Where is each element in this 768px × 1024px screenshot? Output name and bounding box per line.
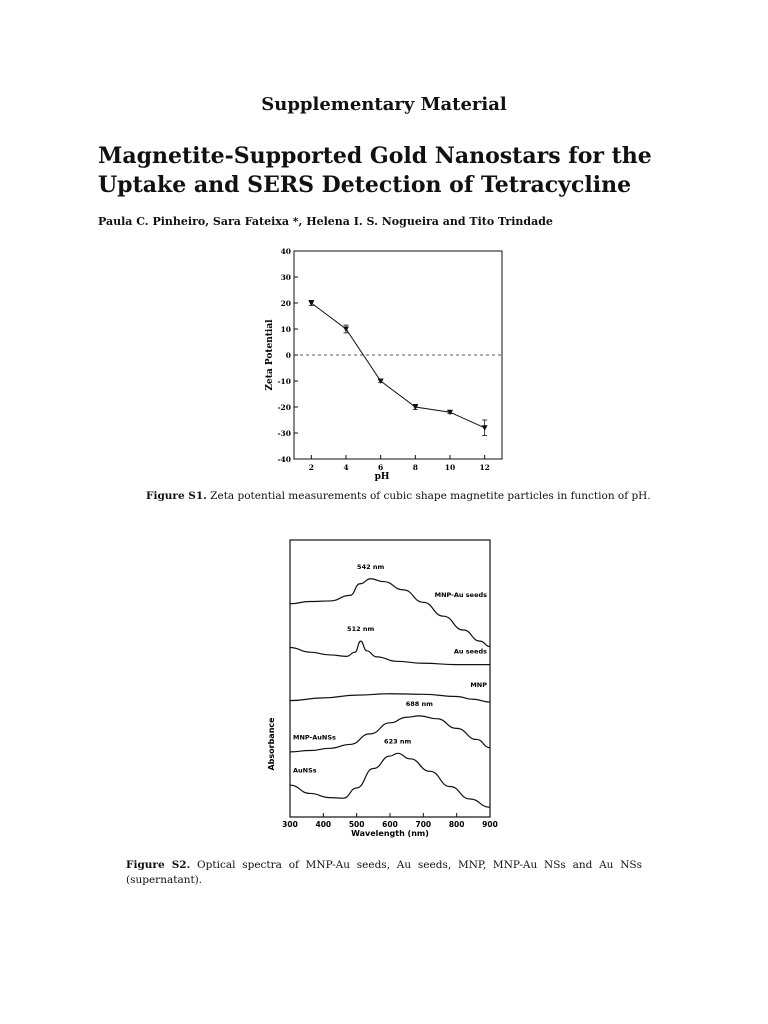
figure-s1-caption: [146, 490, 706, 502]
x-tick-label: 8: [412, 463, 418, 472]
figure-s2-text: Optical spectra of MNP-Au seeds, Au seeds, MNP, MNP-Au NSs and Au NSs (supernatant).: [126, 859, 642, 886]
x-tick-label: 10: [444, 463, 456, 472]
x-tick-label: 300: [282, 820, 298, 829]
y-axis-label: Absorbance: [267, 717, 276, 771]
y-tick-label: 20: [280, 299, 291, 308]
peak-label: 623 nm: [384, 737, 412, 746]
figure-s1-label: Figure S1.: [146, 490, 207, 502]
y-tick-label: -40: [277, 455, 291, 464]
series-name-label: MNP-AuNSs: [293, 733, 336, 742]
data-point-marker: [343, 327, 349, 333]
x-tick-label: 500: [348, 820, 365, 829]
x-tick-label: 600: [382, 820, 398, 829]
y-tick-label: -20: [277, 403, 291, 412]
x-axis-label: pH: [374, 472, 390, 482]
zeta-series-line: [311, 303, 484, 428]
x-axis-label: Wavelength (nm): [351, 829, 429, 838]
x-tick-label: 900: [482, 820, 498, 829]
y-tick-label: 40: [280, 247, 291, 256]
y-tick-label: -10: [277, 377, 291, 386]
x-tick-label: 4: [343, 463, 349, 472]
figure-s2-label: Figure S2.: [126, 859, 191, 871]
spectrum-line: [290, 579, 490, 647]
x-tick-label: 700: [415, 820, 432, 829]
supplementary-heading: Supplementary Material: [261, 94, 507, 115]
y-tick-label: 10: [280, 325, 291, 334]
series-name-label: Au seeds: [453, 647, 487, 656]
y-tick-label: -30: [277, 429, 291, 438]
author-list: Paula C. Pinheiro, Sara Fateixa *, Helena I. S. Nogueira and Tito Trindade: [98, 215, 553, 228]
paper-title: Magnetite-Supported Gold Nanostars for the Uptake and SERS Detection of Tetracycline: [98, 143, 652, 198]
peak-label: 512 nm: [347, 625, 375, 634]
x-tick-label: 400: [315, 820, 332, 829]
plot-frame: [290, 540, 490, 817]
x-tick-label: 800: [448, 820, 465, 829]
y-axis-label: Zeta Potential: [265, 319, 275, 391]
peak-label: 688 nm: [405, 699, 433, 708]
series-name-label: AuNSs: [293, 766, 317, 775]
figure-s1-text: Zeta potential measurements of cubic shape magnetite particles in function of pH.: [206, 490, 651, 502]
series-name-label: MNP: [470, 680, 487, 689]
zeta-potential-chart: [250, 244, 518, 484]
data-point-marker: [447, 410, 453, 416]
y-tick-label: 30: [280, 273, 291, 282]
figure-s2-caption: [126, 858, 642, 888]
spectrum-line: [290, 694, 490, 702]
spectrum-line: [290, 753, 490, 807]
x-tick-label: 2: [308, 463, 314, 472]
optical-spectra-chart: [258, 530, 508, 838]
data-point-marker: [482, 425, 488, 431]
series-name-label: MNP-Au seeds: [434, 590, 487, 599]
x-tick-label: 6: [378, 463, 384, 472]
y-tick-label: 0: [285, 351, 291, 360]
peak-label: 542 nm: [357, 562, 385, 571]
x-tick-label: 12: [479, 463, 490, 472]
